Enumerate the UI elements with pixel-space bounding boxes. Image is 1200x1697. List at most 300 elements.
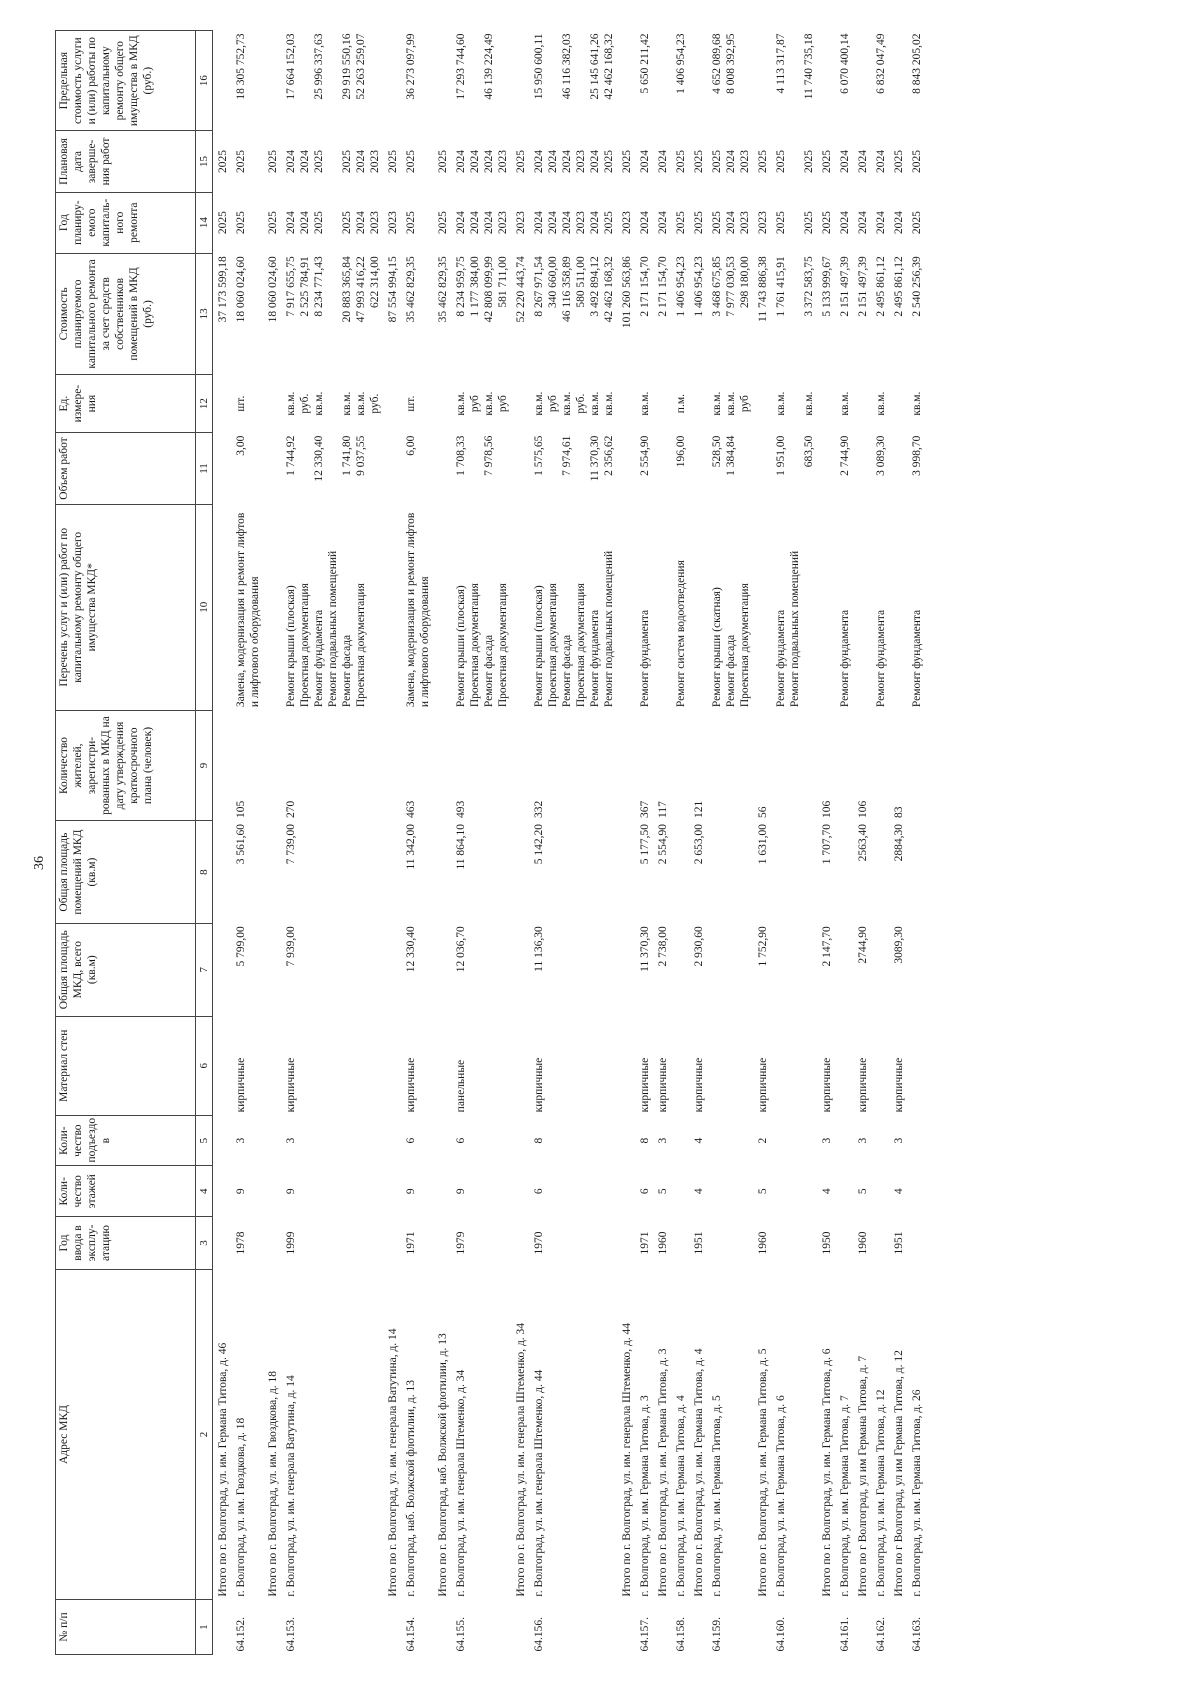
repair-plan-table — [55, 30, 925, 1655]
cell-c9: 270 — [285, 800, 297, 818]
cell-c16: 17 664 152,03 25 996 337,63 29 919 550,16 52 263 259,07 — [285, 33, 367, 100]
cell-c16 — [383, 31, 401, 131]
cell-c15: 2025 — [911, 149, 923, 173]
cell-c3: 1970 — [533, 1231, 545, 1255]
table-body — [213, 31, 926, 1655]
cell-c5: 3 — [821, 1137, 833, 1144]
cell-c12 — [689, 375, 707, 433]
page-number: 36 — [32, 856, 47, 870]
cell-c9 — [707, 710, 753, 821]
cell-c16: 1 406 954,23 — [675, 33, 687, 94]
cell-c15: 2025 2025 — [775, 149, 815, 173]
table-row — [671, 31, 689, 1655]
cell-c14: 2025 2025 — [775, 211, 815, 235]
header-c13: Стоимость планируемого капитального ремонта за счет средств собственников помещений в МКД (руб.) — [56, 253, 196, 374]
cell-c8 — [671, 821, 689, 923]
cell-c2: г. Волгоград, ул. им. Гвоздкова, д. 18 — [235, 1417, 247, 1597]
cell-c7: 2 738,00 — [657, 926, 669, 967]
cell-c1 — [689, 1600, 707, 1655]
cell-c12: кв.м. — [911, 391, 923, 416]
cell-c8 — [383, 821, 401, 923]
cell-c7: 1 752,90 — [757, 926, 769, 967]
cell-c14: 2024 2024 2025 2025 2024 2023 — [285, 211, 381, 235]
cell-c16 — [689, 31, 707, 131]
cell-c10: Ремонт фундамента — [875, 609, 887, 708]
cell-c7: 2744,90 — [857, 926, 869, 964]
cell-c3: 1979 — [455, 1231, 467, 1255]
cell-c4 — [511, 1166, 529, 1217]
cell-c13: 2 540 256,39 — [911, 256, 923, 317]
cell-c9 — [835, 710, 853, 821]
cell-c8: 11 342,00 — [405, 823, 417, 870]
cell-c6 — [617, 1016, 635, 1115]
cell-c14: 2023 — [757, 211, 769, 235]
cell-c10 — [853, 504, 871, 710]
cell-c1 — [853, 1600, 871, 1655]
cell-c6: кирпичные — [857, 1057, 869, 1113]
cell-c4 — [383, 1166, 401, 1217]
cell-c11 — [433, 433, 451, 505]
cell-c15: 2024 — [857, 149, 869, 173]
cell-c13: 2 495 861,12 — [893, 256, 905, 317]
cell-c16: 17 293 744,60 46 139 224,49 — [455, 33, 495, 100]
cell-c1 — [433, 1600, 451, 1655]
cell-c1: 64.157. — [639, 1617, 651, 1652]
cell-c14: 2025 — [437, 211, 449, 235]
cell-c8 — [707, 821, 753, 923]
cell-c4 — [771, 1166, 817, 1217]
header-c4: Коли-чество этажей — [56, 1166, 196, 1217]
cell-c5: 8 — [533, 1137, 545, 1144]
cell-c15: 2025 — [893, 149, 905, 173]
cell-c9 — [263, 710, 281, 821]
cell-c11 — [653, 433, 671, 505]
cell-c14: 2025 2024 2023 — [711, 211, 751, 235]
col-number: 16 — [196, 31, 213, 131]
cell-c2: г. Волгоград, ул. им. Германа Титова, д. 5 — [711, 1395, 723, 1597]
cell-c14: 2023 — [515, 211, 527, 235]
cell-c5 — [263, 1115, 281, 1166]
cell-c4 — [213, 1166, 232, 1217]
cell-c7 — [511, 923, 529, 1016]
cell-c12: кв.м. — [639, 391, 651, 416]
cell-c9 — [871, 710, 889, 821]
cell-c5 — [907, 1115, 925, 1166]
table-row — [817, 31, 835, 1655]
cell-c6 — [907, 1016, 925, 1115]
cell-c4 — [433, 1166, 451, 1217]
col-number: 11 — [196, 433, 213, 505]
cell-c14: 2024 — [875, 211, 887, 235]
cell-c9: 105 — [235, 800, 247, 818]
cell-c3 — [511, 1217, 529, 1270]
cell-c3 — [263, 1217, 281, 1270]
header-c14: Год планиру-емого капиталь-ного ремонта — [56, 192, 196, 253]
cell-c12: кв.м. руб кв.м. руб. кв.м. кв.м. — [533, 391, 615, 416]
cell-c4 — [671, 1166, 689, 1217]
cell-c6 — [707, 1016, 753, 1115]
cell-c10 — [817, 504, 835, 710]
cell-c2: г. Волгоград, ул. им. генерала Штеменко, д. 44 — [533, 1369, 545, 1597]
cell-c15: 2024 2024 2025 2025 2024 2023 — [285, 149, 381, 173]
cell-c9: 83 — [893, 806, 905, 818]
cell-c5: 3 — [235, 1137, 247, 1144]
cell-c7: 5 799,00 — [235, 926, 247, 967]
cell-c3 — [433, 1217, 451, 1270]
table-row — [653, 31, 671, 1655]
cell-c7: 12 330,40 — [405, 926, 417, 973]
cell-c7 — [671, 923, 689, 1016]
cell-c9: 121 — [693, 800, 705, 818]
cell-c16 — [753, 31, 771, 131]
cell-c13: 8 234 959,75 1 177 384,00 42 808 099,99 581 711,00 — [455, 256, 509, 323]
col-number: 12 — [196, 375, 213, 433]
cell-c4: 5 — [657, 1188, 669, 1195]
cell-c10: Замена, модернизация и ремонт лифтов и лифтового оборудования — [405, 512, 431, 708]
cell-c5: 3 — [657, 1137, 669, 1144]
cell-c6: кирпичные — [821, 1057, 833, 1113]
cell-c1 — [817, 1600, 835, 1655]
cell-c9 — [383, 710, 401, 821]
cell-c6: кирпичные — [235, 1057, 247, 1113]
rotated-table-container — [55, 30, 1200, 1652]
col-number: 3 — [196, 1217, 213, 1270]
cell-c11 — [511, 433, 529, 505]
cell-c14: 2025 — [821, 211, 833, 235]
cell-c3: 1971 — [405, 1231, 417, 1255]
cell-c13: 35 462 829,35 — [405, 256, 417, 323]
cell-c4: 6 — [533, 1188, 545, 1195]
cell-c9 — [617, 710, 635, 821]
cell-c15: 2024 2024 2024 2023 2024 2025 — [533, 149, 615, 173]
cell-c13: 18 060 024,60 — [235, 256, 247, 323]
cell-c13: 101 260 563,86 — [621, 256, 633, 329]
table-row — [529, 31, 617, 1655]
col-number: 6 — [196, 1016, 213, 1115]
cell-c12 — [889, 375, 907, 433]
cell-c7: 11 136,30 — [533, 926, 545, 972]
cell-c15: 2025 — [621, 149, 633, 173]
cell-c11: 3 998,70 — [911, 435, 923, 476]
cell-c5: 8 — [639, 1137, 651, 1144]
cell-c1 — [511, 1600, 529, 1655]
cell-c14: 2025 — [405, 211, 417, 235]
cell-c15: 2024 — [839, 149, 851, 173]
cell-c7 — [213, 923, 232, 1016]
cell-c7: 12 036,70 — [455, 926, 467, 973]
cell-c2: Итого по г. Волгоград, ул. им. Германа Титова, д. 4 — [693, 1348, 705, 1597]
cell-c13: 52 220 443,74 — [515, 256, 527, 323]
cell-c15: 2025 — [387, 149, 399, 173]
cell-c7: 3089,30 — [893, 926, 905, 964]
cell-c13: 2 495 861,12 — [875, 256, 887, 317]
cell-c16 — [511, 31, 529, 131]
cell-c12: кв.м. руб. кв.м. кв.м. кв.м. руб. — [285, 391, 381, 416]
table-row — [707, 31, 753, 1655]
cell-c9 — [671, 710, 689, 821]
cell-c2: Итого по г. Волгоград, ул. им. генерала Штеменко, д. 44 — [621, 1322, 633, 1597]
cell-c9 — [511, 710, 529, 821]
cell-c12 — [617, 375, 635, 433]
cell-c2: г. Волгоград, ул. им. генерала Штеменко, д. 34 — [455, 1369, 467, 1597]
cell-c9: 463 — [405, 800, 417, 818]
header-c11: Объем работ — [56, 433, 196, 505]
cell-c8 — [907, 821, 925, 923]
cell-c14: 2025 — [267, 211, 279, 235]
cell-c8: 2 554,90 — [657, 823, 669, 865]
cell-c10 — [653, 504, 671, 710]
cell-c13: 2 171 154,70 — [657, 256, 669, 317]
cell-c4: 5 — [757, 1188, 769, 1195]
header-c8: Общая площадь помещений МКД (кв.м) — [56, 821, 196, 923]
header-c2: Адрес МКД — [56, 1269, 196, 1599]
cell-c2: Итого по г Волгоград, ул им Германа Титова, д. 12 — [893, 1350, 905, 1597]
cell-c14: 2025 — [675, 211, 687, 235]
cell-c13: 8 267 971,54 340 660,00 46 116 358,89 580 511,00 3 492 894,12 42 462 168,32 — [533, 256, 615, 323]
cell-c5: 4 — [693, 1137, 705, 1144]
cell-c8: 1 707,70 — [821, 823, 833, 865]
cell-c10 — [689, 504, 707, 710]
cell-c9: 56 — [757, 806, 769, 818]
cell-c16: 4 113 317,87 11 740 735,18 — [775, 33, 815, 100]
table-row — [853, 31, 871, 1655]
cell-c1: 64.162. — [875, 1617, 887, 1652]
cell-c13: 5 133 999,67 — [821, 256, 833, 317]
cell-c10 — [383, 504, 401, 710]
cell-c16: 8 843 205,02 — [911, 33, 923, 94]
header-c3: Год ввода в эксплу-атацию — [56, 1217, 196, 1270]
cell-c10 — [889, 504, 907, 710]
header-c12: Ед. измере-ния — [56, 375, 196, 433]
cell-c5 — [213, 1115, 232, 1166]
cell-c11 — [689, 433, 707, 505]
table-row — [771, 31, 817, 1655]
cell-c4: 4 — [893, 1188, 905, 1195]
cell-c10 — [511, 504, 529, 710]
cell-c14: 2024 — [893, 211, 905, 235]
cell-c8 — [617, 821, 635, 923]
cell-c15: 2025 — [515, 149, 527, 173]
table-row — [635, 31, 653, 1655]
cell-c11: 1 708,33 7 978,56 — [455, 435, 495, 476]
cell-c6 — [511, 1016, 529, 1115]
cell-c8: 2884,30 — [893, 823, 905, 862]
cell-c11: 1 951,00 683,50 — [775, 435, 815, 476]
cell-c16 — [213, 31, 232, 131]
cell-c10 — [433, 504, 451, 710]
table-row — [889, 31, 907, 1655]
cell-c3 — [835, 1217, 853, 1270]
cell-c16 — [433, 31, 451, 131]
cell-c2: Итого по г. Волгоград, ул. им. Германа Титова, д. 5 — [757, 1348, 769, 1597]
cell-c12: кв.м. — [875, 391, 887, 416]
cell-c15: 2025 — [821, 149, 833, 173]
cell-c12: шт. — [405, 395, 417, 412]
cell-c6 — [213, 1016, 232, 1115]
cell-c12: кв.м. руб кв.м. руб — [455, 391, 509, 416]
cell-c11: 1 575,65 7 974,61 11 370,30 2 356,62 — [533, 435, 615, 482]
cell-c11: 6,00 — [405, 435, 417, 456]
cell-c10 — [753, 504, 771, 710]
cell-c13: 2 151 497,39 — [839, 256, 851, 317]
cell-c16 — [889, 31, 907, 131]
cell-c12: кв.м. кв.м. — [775, 391, 815, 416]
cell-c16 — [853, 31, 871, 131]
cell-c4: 9 — [455, 1188, 467, 1195]
cell-c8: 5 177,50 — [639, 823, 651, 865]
cell-c12 — [817, 375, 835, 433]
cell-c4: 9 — [235, 1188, 247, 1195]
table-row — [907, 31, 925, 1655]
cell-c8: 3 561,60 — [235, 823, 247, 865]
cell-c13: 87 554 994,15 — [387, 256, 399, 323]
header-c10: Перечень услуг и (или) работ по капитальному ремонту общего имущества МКД* — [56, 504, 196, 710]
cell-c15: 2024 2024 2024 2023 — [455, 149, 509, 173]
cell-c15: 2025 — [757, 149, 769, 173]
col-number: 7 — [196, 923, 213, 1016]
cell-c13: 1 761 415,91 3 372 583,75 — [775, 256, 815, 317]
cell-c3: 1978 — [235, 1231, 247, 1255]
cell-c6: кирпичные — [405, 1057, 417, 1113]
cell-c14: 2025 — [217, 211, 229, 235]
cell-c13: 1 406 954,23 — [693, 256, 705, 317]
cell-c1: 64.159. — [711, 1617, 723, 1652]
cell-c9: 106 — [857, 800, 869, 818]
cell-c7 — [771, 923, 817, 1016]
cell-c10: Ремонт крыши (плоская) Проектная документация Ремонт фасада Проектная документация Ремонт фундамента Ремонт подвальных помещений — [533, 550, 615, 708]
cell-c5 — [835, 1115, 853, 1166]
cell-c16: 36 273 097,99 — [405, 33, 417, 100]
cell-c12: кв.м. — [839, 391, 851, 416]
cell-c14: 2024 — [839, 211, 851, 235]
col-number: 13 — [196, 253, 213, 374]
cell-c7 — [383, 923, 401, 1016]
cell-c5: 3 — [285, 1137, 297, 1144]
cell-c3 — [383, 1217, 401, 1270]
cell-c6 — [433, 1016, 451, 1115]
cell-c1 — [617, 1600, 635, 1655]
col-number: 10 — [196, 504, 213, 710]
cell-c4 — [907, 1166, 925, 1217]
cell-c14: 2025 — [693, 211, 705, 235]
cell-c11: 3 089,30 — [875, 435, 887, 476]
cell-c11: 528,50 1 384,84 — [711, 435, 737, 476]
cell-c7 — [617, 923, 635, 1016]
cell-c12 — [433, 375, 451, 433]
cell-c1: 64.152. — [235, 1617, 247, 1652]
cell-c6: кирпичные — [693, 1057, 705, 1113]
cell-c11: 2 744,90 — [839, 435, 851, 476]
cell-c2: Итого по г. Волгоград, ул. им. Германа Титова, д. 46 — [217, 1342, 229, 1597]
cell-c2: г. Волгоград, ул. им. Германа Титова, д. 12 — [875, 1389, 887, 1597]
cell-c13: 7 917 655,75 2 525 784,91 8 234 771,43 20 883 365,84 47 993 416,22 622 314,00 — [285, 256, 381, 323]
cell-c10: Ремонт фундамента — [911, 609, 923, 708]
cell-c6 — [671, 1016, 689, 1115]
cell-c8: 2563,40 — [857, 823, 869, 862]
cell-c3 — [707, 1217, 753, 1270]
cell-c7 — [263, 923, 281, 1016]
cell-c3: 1951 — [893, 1231, 905, 1255]
cell-c7 — [835, 923, 853, 1016]
cell-c14: 2025 — [911, 211, 923, 235]
cell-c11 — [263, 433, 281, 505]
header-c1: № п/п — [56, 1600, 196, 1655]
cell-c8 — [871, 821, 889, 923]
cell-c16: 6 070 400,14 — [839, 33, 851, 94]
cell-c2: г. Волгоград, ул. им. Германа Титова, д. 26 — [911, 1389, 923, 1597]
cell-c5 — [433, 1115, 451, 1166]
col-number: 4 — [196, 1166, 213, 1217]
cell-c7 — [433, 923, 451, 1016]
cell-c9 — [771, 710, 817, 821]
cell-c3: 1971 — [639, 1231, 651, 1255]
cell-c2: г. Волгоград, ул. им. Германа Титова, д. 3 — [639, 1395, 651, 1597]
cell-c5: 3 — [893, 1137, 905, 1144]
cell-c4: 9 — [285, 1188, 297, 1195]
table-row — [511, 31, 529, 1655]
table-row — [231, 31, 263, 1655]
cell-c8 — [433, 821, 451, 923]
cell-c10: Ремонт крыши (плоская) Проектная документация Ремонт фундамента Ремонт подвальных помещений Ремонт фасада Проектная документация — [285, 550, 367, 708]
cell-c7: 2 930,60 — [693, 926, 705, 967]
cell-c11 — [383, 433, 401, 505]
cell-c4 — [263, 1166, 281, 1217]
cell-c9: 493 — [455, 800, 467, 818]
cell-c11 — [889, 433, 907, 505]
cell-c1 — [753, 1600, 771, 1655]
cell-c3 — [871, 1217, 889, 1270]
cell-c1 — [383, 1600, 401, 1655]
cell-c5 — [707, 1115, 753, 1166]
cell-c5 — [617, 1115, 635, 1166]
cell-c15: 2025 — [405, 149, 417, 173]
cell-c5: 2 — [757, 1137, 769, 1144]
cell-c4 — [871, 1166, 889, 1217]
table-row — [401, 31, 433, 1655]
cell-c2: г. Волгоград, ул. им. Германа Титова, д. 6 — [775, 1395, 787, 1597]
cell-c13: 2 171 154,70 — [639, 256, 651, 317]
table-row — [281, 31, 383, 1655]
cell-c16: 15 950 600,11 46 116 382,03 25 145 641,26 42 462 168,32 — [533, 33, 615, 100]
cell-c16: 4 652 089,68 8 008 392,95 — [711, 33, 737, 94]
column-number-row — [196, 31, 213, 1655]
cell-c16: 18 305 752,73 — [235, 33, 247, 100]
cell-c8: 7 739,00 — [285, 823, 297, 865]
cell-c14: 2024 2024 2024 2023 2024 2025 — [533, 211, 615, 235]
col-number: 5 — [196, 1115, 213, 1166]
cell-c7: 7 939,00 — [285, 926, 297, 967]
rotated-table — [55, 30, 1170, 1655]
cell-c5 — [671, 1115, 689, 1166]
cell-c14: 2024 — [657, 211, 669, 235]
cell-c4: 5 — [857, 1188, 869, 1195]
col-number: 14 — [196, 192, 213, 253]
cell-c11: 3,00 — [235, 435, 247, 456]
cell-c6 — [835, 1016, 853, 1115]
header-c6: Материал стен — [56, 1016, 196, 1115]
cell-c14: 2023 — [387, 211, 399, 235]
cell-c6: панельные — [455, 1059, 467, 1113]
cell-c13: 1 406 954,23 — [675, 256, 687, 317]
cell-c14: 2023 — [621, 211, 633, 235]
cell-c2: г. Волгоград, наб. Волжской флотилии, д. 13 — [405, 1380, 417, 1597]
cell-c3 — [771, 1217, 817, 1270]
cell-c12 — [653, 375, 671, 433]
cell-c4: 4 — [693, 1188, 705, 1195]
cell-c6 — [771, 1016, 817, 1115]
cell-c6: кирпичные — [533, 1057, 545, 1113]
cell-c15: 2024 — [875, 149, 887, 173]
